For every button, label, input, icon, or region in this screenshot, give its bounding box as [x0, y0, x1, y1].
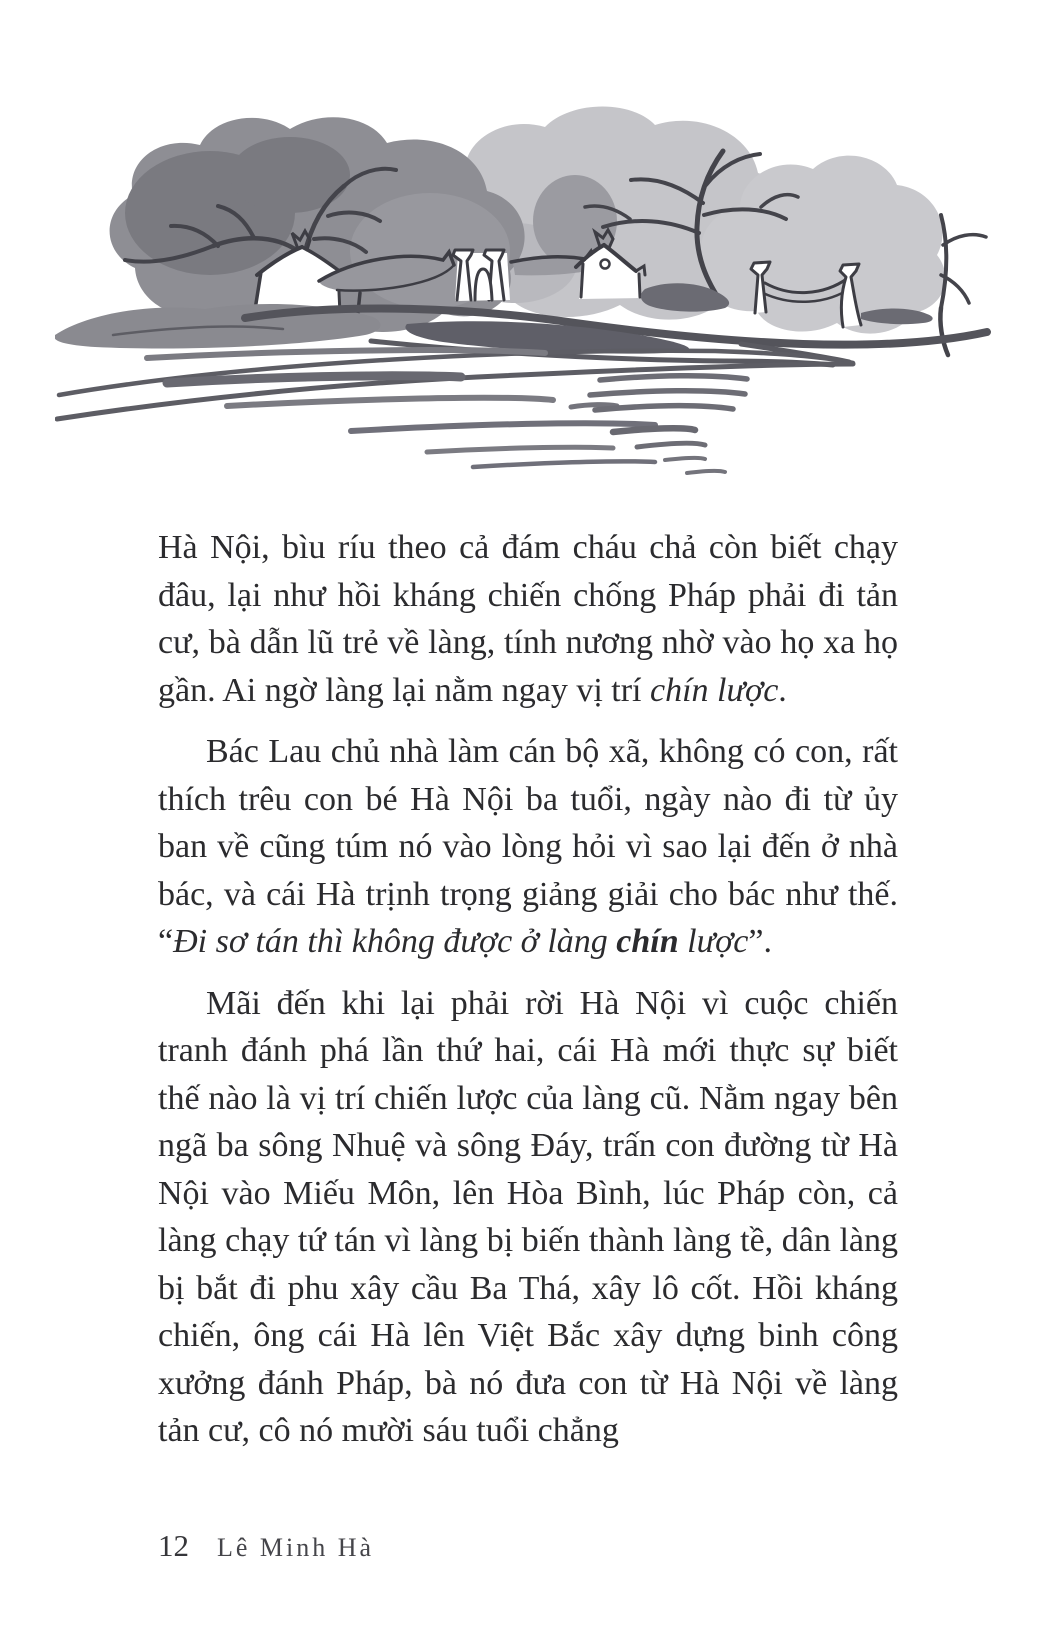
- body-text: [158, 524, 898, 1455]
- village-ink-illustration: [55, 103, 1000, 485]
- paragraph-2-bold-italic: chín: [616, 923, 679, 960]
- paragraph-2-text: Bác Lau chủ nhà làm cán bộ xã, không có con, rất thích trêu con bé Hà Nội ba tuổi, ngày nào đi từ ủy ban về cũng túm nó vào lòng hỏi vì sao lại đến ở nhà bác, và cái Hà trịnh trọng giảng giải cho bác như thế. “: [158, 733, 898, 960]
- paragraph-2: [158, 728, 898, 966]
- paragraph-2-quote-italic-end: lược: [678, 923, 749, 960]
- paragraph-2-end: ”.: [748, 923, 772, 960]
- gate-pillars: [453, 250, 510, 301]
- page-number: 12: [158, 1528, 189, 1563]
- paragraph-3: [158, 980, 898, 1455]
- page-footer: [158, 1528, 374, 1564]
- paragraph-2-quote-italic: Đi sơ tán thì không được ở làng: [173, 923, 617, 960]
- paragraph-1-text: Hà Nội, bìu ríu theo cả đám cháu chả còn biết chạy đâu, lại như hồi kháng chiến chống Pháp phải đi tản cư, bà dẫn lũ trẻ về làng, tính nương nhờ vào họ xa họ gần. Ai ngờ làng lại nằm ngay vị trí: [158, 529, 898, 709]
- paragraph-1: [158, 524, 898, 714]
- paragraph-1-italic: chín lược: [650, 671, 779, 709]
- author-name: Lê Minh Hà: [217, 1533, 375, 1562]
- paragraph-3-text: Mãi đến khi lại phải rời Hà Nội vì cuộc chiến tranh đánh phá lần thứ hai, cái Hà mới thực sự biết thế nào là vị trí chiến lược của làng cũ. Nằm ngay bên ngã ba sông Nhuệ và sông Đáy, trấn con đường từ Hà Nội vào Miếu Môn, lên Hòa Bình, lúc Pháp còn, cả làng chạy tứ tán vì làng bị biến thành làng tề, dân làng bị bắt đi phu xây cầu Ba Thá, xây lô cốt. Hồi kháng chiến, ông cái Hà lên Việt Bắc xây dựng binh công xưởng đánh Pháp, bà nó đưa con từ Hà Nội về làng tản cư, cô nó mười sáu tuổi chẳng: [158, 984, 898, 1449]
- paragraph-1-end: .: [778, 671, 787, 709]
